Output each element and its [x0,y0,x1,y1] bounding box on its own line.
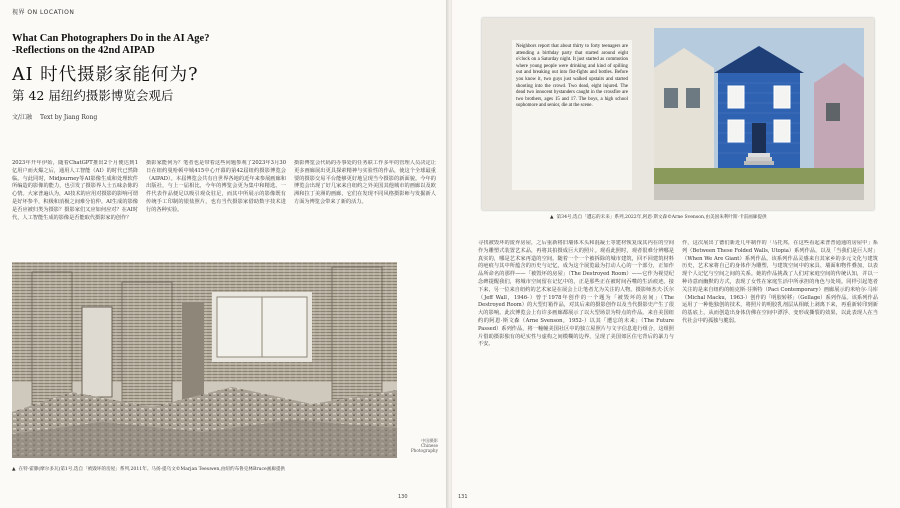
right-page [452,0,900,508]
page-number-right: 131 [458,494,468,500]
photo-caption [12,466,285,472]
chinese-subtitle: 第 42 届纽约摄影博览会观后 [12,88,174,103]
english-title [12,33,272,57]
body-column-right: 作，这次展出了德们新近几年制作的「马托邦，在这些看起来普普通通的房屋中」系列（Between These Folded Walls, Utopia）系列作品，以及「当我们是巨人时」（When We Are Giant）系列作品。该系列作品灵感来自其家乡的多元文化与建筑历史，艺术家将自己的身体作为雕塑，与建筑空间中的家具、墙面和物件叠加，以表现个人记忆与空间之间的关系。她的作品挑战了人们对家庭空间的传统认知，并以一种诗意而幽默的方式，表现了女性在家庭生活中所承担的角色与处境。同样引起笔者关注的是来自纽约的帕克斯·芬斯特（Paci Contemporary）画廊展示的米哈尔·马库（Michal Macku，1963-）创作的「明胶转移」（Gellage）系列作品。该系列作品运用了一种他独创的技术，将照片的明胶乳剂层从相纸上剥离下来，再重新转印到新的基底上，从而创造出身体仿佛在空间中漂浮、变形或撕裂的效果，以此表现人在当代社会中的孤独与脆弱。 [682,240,878,324]
left-page [0,0,448,508]
destroyed-room-illustration [12,262,397,458]
photo-text-panel [512,40,632,190]
byline [12,112,103,121]
english-title-line: -Reflections on the 42nd AIPAD [12,45,155,56]
blue-house-illustration [654,28,864,200]
photo-caption-text: 在特·霍滕(摩尔多瓦)第1号,选自「被毁坏的房屋」系列,2011年。马扬·提乌文©Marjan Teeuwen,由纽约布鲁克林Bruce画廊提供 [18,467,286,472]
body-column-3: 摄影博览会代码的办事处的任务联工作多年的管理人员决定让更多画廊展出更具探索精神与实验性的作品，使这个全球最重要的摄影交易平台能够更好地呈现当今摄影的新面貌。今年的博览会出现了好几家来自纽约之外美国其他城市的画廊以及欧洲和拉丁美洲的画廊，它们在发现不同风格摄影师与发掘新人方面为博览会带来了新的活力。 [294,160,436,205]
side-caption-line: 中国摄影 [421,438,438,443]
diptych-photo [482,18,874,210]
destroyed-room-photo [12,262,397,458]
body-column-left: 寻找被毁坏的废弃房屋，之后重新将旧墙体木头和混凝土等建材恢复成其内在的空间作为雕塑式装置艺术品，再将其拍摄成巨大的照片。观看此照时，观者很难分辨哪是真实的，哪是艺术家再造的空间。随着一个一个被拆除的城市建筑，回不回建筑材料的疤痕与其中所蕴含的历史与记忆，成为这个展览最为打动人心的一个部分，正如作品所命名的那样——「被毁坏的房屋」（The Destroyed Room）——它作为视觉纪念碑提醒我们，将城市空间留在记忆中的，正是那些正在被时间吞噬的生活痕迹。接下来，另一位来自纽约的艺术家是在展会上让笔者尤为关注的人物。摄影师杰夫·沃尔（Jeff Wall，1946-）曾于1978年创作的一个题为「被毁坏的房间」（The Destroyed Room）的大型灯箱作品，对其后来的摄影创作以及当代摄影史产生了很大的影响。此次博览会上有许多画廊都展示了以大型场景为特点的作品。来自美国纽约的阿恩·斯文森（Arne Svenson，1952-）以其「遭忘的未来」（The Future Passed）系列作品，将一幢幢美国社区中的独立屋照片与文字信息进行组合，这组照片借助摄影独有的纪实性与虚构之间模糊的边界，呈现了美国郊区住宅背后的暴力与不安。 [478,240,674,348]
byline-en: Text by Jiang Rong [39,114,98,121]
body-column-1: 2023年开年伊始，随着ChatGPT推出2个月便达到1亿用户而火爆之后，通用人工智能（AI）的时代已然降临。与此同时，Midjourney等AI影像生成和处理软件所编造的影像的能力，也引发了摄影界人士五味杂陈的心情。大家普遍认为，AI技术的应用对摄影的影响可谓是好坏参半，积极和消极之间难分伯仲。AI生成的影像是否应被归类为摄影？摄影家们又应如何应对？在AI时代，人工智能生成的影像是否能取代摄影家的创作？ [12,160,138,221]
page-number-left: 130 [398,494,408,500]
english-title-line: What Can Photographers Do in the AI Age? [12,33,210,44]
chinese-title: AI 时代摄影家能何为? [12,65,199,85]
right-photo-caption-text: 第34号,选自「遭忘的未来」系列,2022年,阿恩·斯文森©Arne Svenson,由美国朱利叶斯·卡雷画廊提供 [556,215,767,220]
byline-cn: 文/江融 [12,114,33,121]
caption-triangle-icon: ▲ [550,215,554,220]
side-caption-line: Photography [410,448,438,454]
photo-inset-text: Neighbors report that about thirty to forty teenagers are attending a birthday party that started around eight o'clock on a Saturday night. It just started as commotion where young people were drinking and kind of spilling out and breaking out into fist-fights and bottles. Before you know it, two guys just walked upstairs and started shooting into the crowd. Two dead, eight injured. The dead two innocent bystanders caught in the crossfire are two brothers, ages 15 and 17. The boys, a high school sophomore and senior, die at the scene. [516,44,628,109]
right-photo-caption [550,214,767,220]
side-caption-line: Chinese [420,443,438,449]
section-label: 视界 ON LOCATION [12,9,75,16]
body-column-2: 摄影家能何为？笔者也是带着这些问题参观了2023年3月30日在纽约曼哈顿中城415中心开幕的第42届纽约摄影博览会（AIPAD）。本届博览会共有自世界各地的近年来参展画廊和出版社，与上一届相比，今年的博览会更为集中和精选。一件代表作品便足以吸引观众驻足，而其中所展示的影像既有传统手工印制的银盐照片，也有当代摄影家借助数字技术进行的各种实验。 [146,160,286,213]
photo-side-caption [398,438,438,454]
caption-triangle-icon: ▲ [12,467,16,472]
